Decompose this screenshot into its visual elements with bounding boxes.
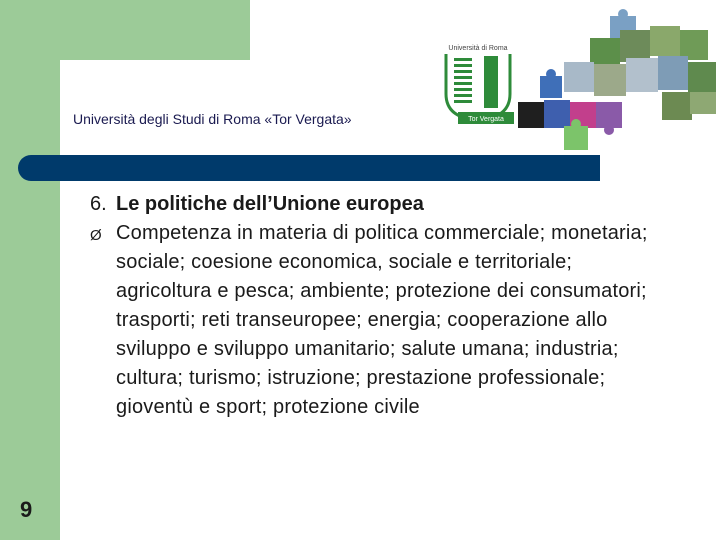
slide-body [90, 190, 650, 422]
bullet-text: Competenza in materia di politica commerciale; monetaria; sociale; coesione economica, sociale e territoriale; agricoltura e pesca; ambiente; protezione dei consumatori; trasporti; reti transeuropee; energia; cooperazione allo sviluppo e sviluppo umanitario; salute umana; industria; cultura; turismo; istruzione; prestazione professionale; gioventù e sport; protezione civile [116, 222, 648, 418]
logo-bottom-text: Tor Vergata [468, 116, 504, 123]
puzzle-collage [512, 6, 720, 154]
university-name: Università degli Studi di Roma «Tor Vergata» [73, 111, 352, 127]
section-heading: Le politiche dell’Unione europea [116, 193, 424, 215]
green-side-band [0, 0, 60, 540]
bullet-item [90, 219, 650, 422]
section-heading-row [90, 190, 650, 219]
title-divider-bar [18, 155, 600, 181]
logo-top-text: Università di Roma [448, 45, 508, 52]
green-top-band [0, 0, 250, 60]
university-logo [440, 44, 516, 126]
slide-number: 9 [20, 497, 33, 522]
section-number: 6. [90, 193, 107, 215]
arrow-bullet-icon: Ø [90, 227, 102, 244]
